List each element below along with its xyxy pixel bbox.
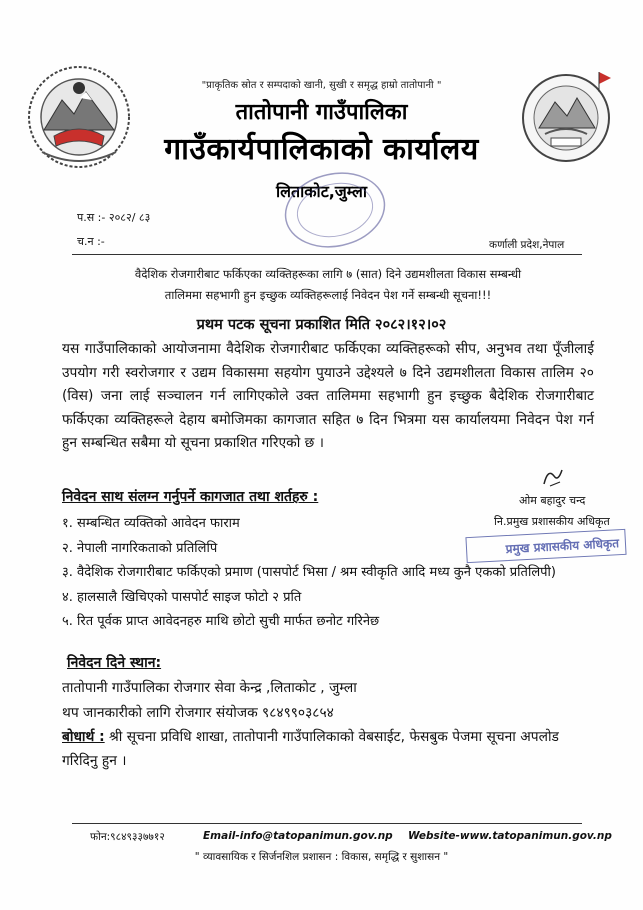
note-text: श्री सूचना प्रविधि शाखा, तातोपानी गाउँपालिकाको वेबसाईट, फेसबुक पेजमा सूचना अपलोड गरिदिनु हुन ।	[62, 729, 559, 769]
note-label: बोधार्थ :	[62, 729, 105, 745]
venue-contact: थप जानकारीको लागि रोजगार संयोजक ९८४९९०३८५४	[62, 705, 334, 721]
list-item: २. नेपाली नागरिकताको प्रतिलिपि	[62, 540, 218, 556]
venue-place: तातोपानी गाउँपालिका रोजगार सेवा केन्द्र ,लिताकोट , जुम्ला	[62, 680, 357, 696]
documents-heading: निवेदन साथ संलग्न गर्नुपर्ने कागजात तथा शर्तहरु :	[62, 489, 319, 505]
officer-seal: प्रमुख प्रशासकीय अधिकृत	[465, 529, 626, 563]
signature-icon	[538, 462, 568, 492]
documents-list	[62, 512, 602, 635]
reference-number: प.स :- २०८२/ ८३	[77, 211, 151, 224]
footer-motto: " व्यावसायिक र सिर्जनशिल प्रशासन : विकास, समृद्धि र सुशासन "	[194, 851, 449, 863]
office-stamp-icon	[280, 168, 390, 253]
province-label: कर्णाली प्रदेश,नेपाल	[489, 239, 565, 251]
subject-line-2: तालिममा सहभागी हुन इच्छुक व्यक्तिहरूलाई निवेदन पेश गर्ने सम्बन्धी सूचना!!!	[164, 288, 492, 302]
list-item: ३. वैदेशिक रोजगारीबाट फर्किएको प्रमाण (पासपोर्ट भिसा / श्रम स्वीकृति आदि मध्य कुनै एकको प्रतिलिपी)	[62, 565, 556, 580]
signatory-title: नि.प्रमुख प्रशासकीय अधिकृत	[494, 515, 610, 528]
first-publication-date: प्रथम पटक सूचना प्रकाशित मिति २०८२।१२।०२	[196, 317, 447, 333]
notice-body: यस गाउँपालिकाको आयोजनामा वैदेशिक रोजगारीबाट फर्किएका व्यक्तिहरूको सीप, अनुभव तथा पूँजीलाई उपयोग गरी स्वरोजगार र उद्यम विकासमा सहयोग पुयाउने उद्देश्यले ७ दिने उद्यमशीलता विकास तालिम २० (विस) जना लाई सञ्चालन गर्न लागिएकोले उक्त तालिममा सहभागी हुन इच्छुक बैदेशिक रोजगारीबाट फर्किएका व्यक्तिहरूले देहाय बमोजिमका कागजात सहित ७ दिन भित्रमा यस कार्यालयमा निवेदन पेश गर्न हुन सम्बन्धित सबैमा यो सूचना प्रकाशित गरिएको छ ।	[62, 341, 594, 452]
venue-heading: निवेदन दिने स्थान:	[67, 655, 162, 671]
signatory-name: ओम बहादुर चन्द	[519, 494, 586, 507]
dispatch-number: च.न :-	[77, 235, 105, 248]
header-divider	[72, 254, 582, 255]
list-item: ४. हालसालै खिचिएको पासपोर्ट साइज फोटो २ प्रति	[62, 589, 302, 605]
office-location: लिताकोट,जुम्ला	[276, 182, 367, 201]
footer-divider	[72, 823, 582, 824]
header-motto: "प्राकृतिक स्रोत र सम्पदाको खानी, सुखी र समृद्ध हाम्रो तातोपानी "	[201, 80, 442, 91]
footer-email[interactable]: Email-info@tatopanimun.gov.np	[203, 830, 393, 842]
rural-municipality-name: तातोपानी गाउँपालिका	[235, 100, 408, 125]
subject-line-1: वैदेशिक रोजगारीबाट फर्किएका व्यक्तिहरूका लागि ७ (सात) दिने उद्यमशीलता विकास सम्बन्धी	[134, 267, 522, 281]
list-item: ५. रित पूर्वक प्राप्त आवेदनहरु माथि छोटो सुची मार्फत छनोट गरिनेछ	[62, 614, 380, 629]
footer-phone: फोन:९८४९३३७७१२	[90, 831, 165, 843]
list-item: १. सम्बन्धित व्यक्तिको आवेदन फाराम	[62, 516, 240, 531]
notice-subject	[78, 264, 578, 306]
office-title: गाउँकार्यपालिकाको कार्यालय	[164, 132, 479, 167]
note-section	[62, 725, 592, 773]
footer-website[interactable]: Website-www.tatopanimun.gov.np	[408, 830, 612, 842]
